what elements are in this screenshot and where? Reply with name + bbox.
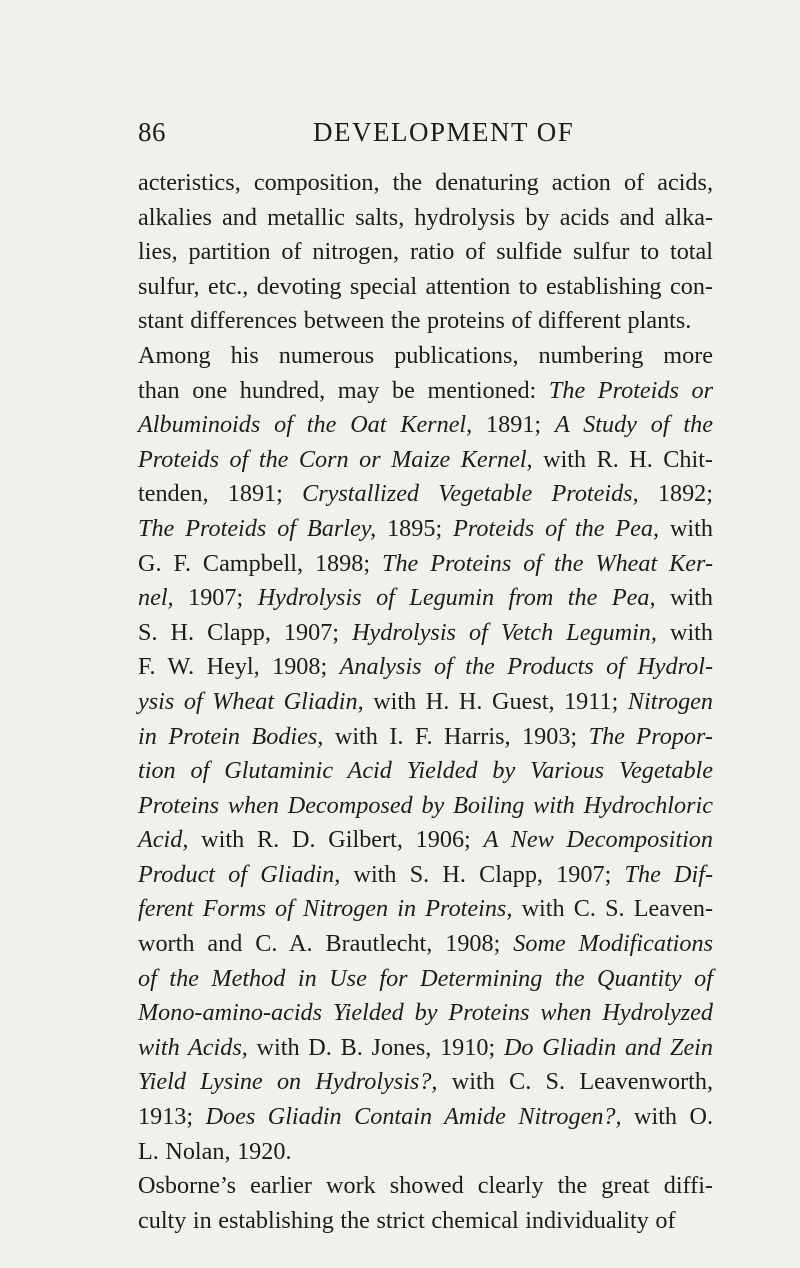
italic-title-text: Product of Gliadin, — [138, 860, 341, 888]
italic-title-text: tion of Glutaminic Acid Yielded by Various Vegetable — [138, 757, 713, 785]
italic-title-text: Hydrolysis of Vetch Legumin, — [352, 618, 657, 646]
text-line — [138, 339, 713, 374]
body-text-run: with C. S. Leaven- — [512, 895, 714, 923]
text-line — [138, 685, 713, 720]
italic-title-text: Hydrolysis of Legumin from the Pea, — [257, 584, 656, 612]
italic-title-text: Some Modifications — [513, 930, 713, 958]
italic-title-text: ysis of Wheat Gliadin, — [138, 687, 364, 715]
body-text-run: sulfur, etc., devoting special attention to establishing con- — [138, 272, 713, 300]
text-line — [138, 408, 713, 443]
body-text-run: with — [659, 514, 713, 542]
text-line — [138, 1065, 713, 1100]
body-text-run: with H. H. Guest, 1911; — [363, 687, 628, 715]
body-text-run: with C. S. Leavenworth, — [437, 1068, 713, 1096]
text-line — [138, 1135, 713, 1170]
body-text-run: acteristics, composition, the denaturing action of acids, — [138, 169, 713, 196]
italic-title-text: of the Method in Use for Determining the Quantity of — [138, 964, 713, 992]
body-text-run: with S. H. Clapp, 1907; — [340, 860, 625, 888]
page-header — [138, 117, 713, 153]
text-line — [138, 892, 713, 927]
italic-title-text: Nitrogen — [627, 687, 713, 715]
text-line — [138, 547, 713, 582]
text-line — [138, 650, 713, 685]
italic-title-text: ferent Forms of Nitrogen in Proteins, — [138, 895, 513, 923]
body-text-run: with R. H. Chit- — [532, 445, 713, 473]
text-line — [138, 962, 713, 997]
italic-title-text: The Propor- — [588, 722, 713, 750]
body-text-run: Osborne’s earlier work showed clearly the great diffi- — [138, 1172, 713, 1200]
text-line — [138, 616, 713, 651]
italic-title-text: Albuminoids of the Oat Kernel, — [138, 411, 473, 439]
body-text-run: worth and C. A. Brautlecht, 1908; — [138, 930, 514, 958]
italic-title-text: Proteids of the Pea, — [453, 514, 660, 542]
text-line — [138, 858, 713, 893]
italic-title-text: The Proteids of Barley, — [138, 514, 377, 542]
body-text-run: with O. — [621, 1103, 713, 1131]
italic-title-text: The Proteins of the Wheat Ker- — [382, 549, 714, 577]
italic-title-text: Proteins when Decomposed by Boiling with Hydrochloric — [138, 791, 713, 819]
body-text-run: with R. D. Gilbert, 1906; — [188, 826, 484, 854]
text-line — [138, 166, 713, 201]
body-text-run: with I. F. Harris, 1903; — [323, 722, 589, 750]
italic-title-text: Analysis of the Products of Hydrol- — [339, 653, 713, 681]
italic-title-text: A Study of the — [555, 411, 713, 439]
text-line — [138, 1100, 713, 1135]
text-line — [138, 235, 713, 270]
italic-title-text: Crystallized Vegetable Proteids, — [302, 480, 639, 508]
body-text-run: 1895; — [376, 514, 454, 542]
body-text-run: with — [656, 618, 713, 646]
body-text-run: G. F. Campbell, 1898; — [138, 549, 382, 577]
body-text-run: tenden, 1891; — [138, 480, 303, 508]
body-text — [138, 166, 713, 1238]
text-line — [138, 270, 713, 305]
italic-title-text: Yield Lysine on Hydrolysis?, — [138, 1068, 438, 1096]
text-line — [138, 1031, 713, 1066]
italic-title-text: nel, — [138, 584, 174, 612]
text-line — [138, 201, 713, 236]
body-text-run: 1892; — [638, 480, 713, 508]
body-text-run: 1913; — [138, 1103, 206, 1131]
body-text-run: lies, partition of nitrogen, ratio of sulfide sulfur to total — [138, 238, 713, 266]
body-text-run: F. W. Heyl, 1908; — [138, 653, 340, 681]
text-line — [138, 1169, 713, 1204]
italic-title-text: Acid, — [138, 826, 189, 854]
body-text-run: Among his numerous publications, numbering more — [138, 341, 713, 369]
italic-title-text: Do Gliadin and Zein — [503, 1033, 713, 1061]
text-line — [138, 581, 713, 616]
text-line — [138, 477, 713, 512]
body-text-run: than one hundred, may be mentioned: — [138, 376, 549, 404]
italic-title-text: Mono-amino-acids Yielded by Proteins when Hydrolyzed — [138, 999, 713, 1027]
text-line — [138, 823, 713, 858]
text-line — [138, 304, 713, 339]
text-line — [138, 996, 713, 1031]
text-line — [138, 789, 713, 824]
italic-title-text: with Acids, — [138, 1033, 248, 1061]
italic-title-text: Proteids of the Corn or Maize Kernel, — [138, 445, 533, 473]
italic-title-text: The Proteids or — [548, 376, 714, 404]
body-text-run: alkalies and metallic salts, hydrolysis by acids and alka- — [138, 203, 713, 231]
italic-title-text: The Dif- — [624, 860, 713, 888]
body-text-run: L. Nolan, 1920. — [138, 1137, 292, 1165]
text-line — [138, 927, 713, 962]
page-number: 86 — [138, 117, 166, 147]
italic-title-text: in Protein Bodies, — [138, 722, 324, 750]
text-line — [138, 1204, 713, 1239]
body-text-run: 1907; — [173, 584, 258, 612]
body-text-run: stant differences between the proteins of different plants. — [138, 307, 692, 335]
body-text-run: with D. B. Jones, 1910; — [247, 1033, 504, 1061]
body-text-run: with — [655, 584, 713, 612]
text-line — [138, 512, 713, 547]
text-line — [138, 754, 713, 789]
body-text-run: culty in establishing the strict chemical individuality of — [138, 1206, 676, 1234]
running-head: DEVELOPMENT OF — [313, 117, 575, 147]
body-text-run: 1891; — [472, 411, 555, 439]
text-line — [138, 443, 713, 478]
italic-title-text: Does Gliadin Contain Amide Nitrogen?, — [205, 1103, 622, 1131]
text-line — [138, 374, 713, 409]
text-line — [138, 720, 713, 755]
italic-title-text: A New Decomposition — [483, 826, 713, 854]
body-text-run: S. H. Clapp, 1907; — [138, 618, 353, 646]
